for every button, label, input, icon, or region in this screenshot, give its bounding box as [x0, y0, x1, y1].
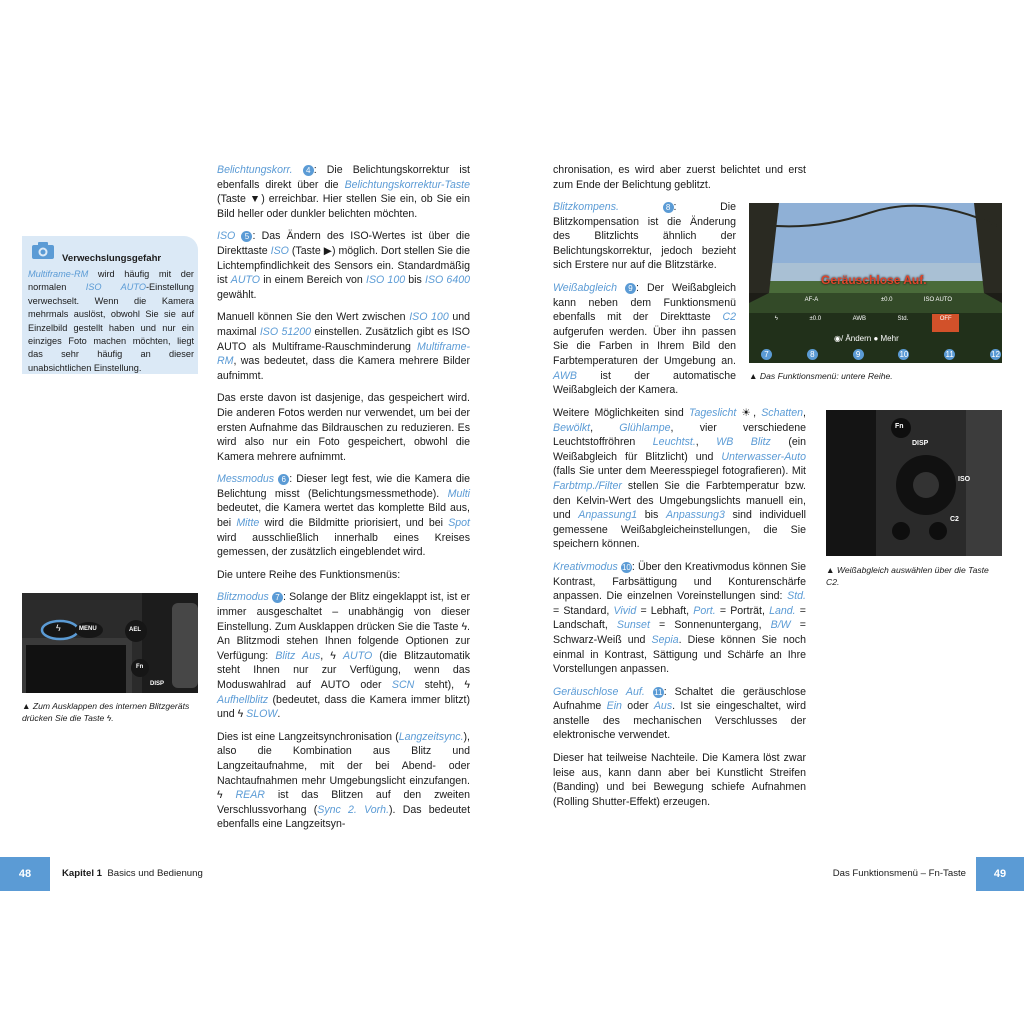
left-column: [217, 163, 470, 840]
caption-camera-back: ▲ Weißabgleich auswählen über die Taste C2.: [826, 565, 989, 587]
paragraph: Blitzkompens. 8 : Die Blitzkompensation ist die Änderung des Blitzlichts ähnlich der Belichtungskorrektur, jedoch bezieht sich Erstere nur auf die Blitzstärke.: [553, 201, 736, 272]
camera-back-c2: C2: [950, 516, 959, 523]
paragraph: Die untere Reihe des Funktionsmenüs:: [217, 568, 401, 581]
page-number-right: 49: [976, 857, 1024, 891]
info-box-title: Verwechslungsgefahr: [62, 253, 162, 264]
camera-label-ael: AEL: [129, 627, 141, 633]
camera-icon: [30, 240, 56, 260]
paragraph: Messmodus 6 : Dieser legt fest, wie die Kamera die Belichtung misst (Belichtungsmessmethode). Multi bedeutet, die Kamera wertet das komplette Bild aus, bei Mitte wird die Bildmitte priorisiert, und bei Spot wird ausschließlich innerhalb eines Kreises gemessen, der zusätzlich eingeblendet wird.: [217, 473, 470, 559]
callout-12: 12: [991, 350, 1000, 359]
paragraph: chronisation, es wird aber zuerst belichtet und erst zum Ende der Belichtung geblitzt.: [553, 164, 806, 191]
paragraph: Dieser hat teilweise Nachteile. Die Kamera löst zwar leise aus, kann dann aber bei Kunstlicht Streifen (Banding) und bei Bewegung schiefe Aufnahmen (Rolling Shutter-Effekt) erzeugen.: [553, 752, 806, 808]
paragraph: Blitzmodus 7 : Solange der Blitz eingeklappt ist, ist er immer ausgeschaltet – unabhängig von dieser Einstellung. Zum Ausklappen drücken Sie die Taste ϟ. An Blitzmodi stehen Ihnen folgende Optionen zur Verfügung: Blitz Aus, ϟ AUTO (die Blitzautomatik steht Ihnen nur zur Verfügung, wenn das Moduswahlrad auf AUTO oder SCN steht), ϟ Aufhellblitz (bedeutet, dass die Kamera immer blitzt) und ϟ SLOW.: [217, 591, 470, 721]
screen-row1: AF-A ±0.0 ISO AUTO: [804, 297, 953, 303]
paragraph: ISO 5 : Das Ändern des ISO-Wertes ist über die Direkttaste ISO (Taste ▶) möglich. Dort stellen Sie die Lichtempfindlichkeit des Sensors ein. Standardmäßig ist AUTO in einem Bereich von ISO 100 bis ISO 6400 gewählt.: [217, 230, 470, 301]
right-column-narrow: [553, 200, 736, 406]
right-column: [553, 163, 806, 200]
callout-7: 7: [761, 349, 772, 360]
paragraph: Manuell können Sie den Wert zwischen ISO 100 und maximal ISO 51200 einstellen. Zusätzlich gibt es ISO AUTO als Multiframe-Rauschminderung Multiframe-RM, was bedeutet, dass die Kamera mehrere Bilder aufnimmt.: [217, 311, 470, 382]
footer-left: Kapitel 1 Basics und Bedienung: [62, 868, 203, 879]
camera-label-disp: DISP: [150, 681, 165, 687]
right-column-mid: [553, 406, 806, 817]
caption-flash: ▲ Zum Ausklappen des internen Blitzgeräts drücken Sie die Taste ϟ.: [22, 701, 190, 723]
callout-9: 9: [853, 349, 864, 360]
camera-back-disp: DISP: [912, 440, 929, 447]
camera-label-fn: Fn: [136, 664, 144, 670]
screen-callouts: [761, 349, 1001, 360]
screen-bottom-bar: ◉/ Ändern ● Mehr: [834, 334, 899, 343]
paragraph: Geräuschlose Auf. 11: Schaltet die geräuschlose Aufnahme Ein oder Aus. Ist sie eingeschaltet, wird anstelle des mechanischen Verschlusses der elektronische verwendet.: [553, 685, 806, 742]
paragraph: Weitere Möglichkeiten sind Tageslicht ☀, Schatten, Bewölkt, Glühlampe, vier verschiedene Leuchtstoffröhren Leuchtst., WB Blitz (ein Weißabgleich für Blitzlicht) und Unterwasser-Auto (falls Sie unter dem Meeresspiegel fotografieren). Mit Farbtmp./Filter stellen Sie die Farbtemperatur bzw. den Kelvin-Wert des Umgebungslichts manuell ein, und Anpassung1 bis Anpassung3 sind individuell gemessene Weißabgleicheinstellungen, die Sie speichern können.: [553, 407, 807, 551]
callout-11: 11: [945, 350, 954, 359]
camera-label-menu: MENU: [79, 626, 97, 632]
caption-function-menu: ▲ Das Funktionsmenü: untere Reihe.: [749, 371, 893, 381]
screen-banner: Geräuschlose Auf.: [821, 273, 927, 287]
camera-flash-photo: [22, 593, 198, 693]
camera-back-image: [826, 410, 1002, 556]
callout-8: 8: [807, 349, 818, 360]
paragraph: Belichtungskorr. 4 : Die Belichtungskorrektur ist ebenfalls direkt über die Belichtungskorrektur-Taste (Taste ▼) erreichbar. Hier stellen Sie ein, ob Sie ein Bild heller oder dunkler belichten möchten.: [217, 164, 470, 220]
paragraph: Das erste davon ist dasjenige, das gespeichert wird. Die anderen Fotos werden nur verwendet, um bei der ersten Aufnahme das Bildrauschen zu reduzieren. Es wird also nur ein Foto gespeichert, obwohl die Kamera mehrere aufnimmt.: [217, 392, 470, 463]
camera-back-iso: ISO: [958, 476, 971, 483]
function-menu-screen: [749, 203, 1002, 363]
paragraph: Weißabgleich 9 : Der Weißabgleich kann neben dem Funktionsmenü ebenfalls mit der Direkttaste C2 aufgerufen werden. Über ihn passen Sie die Farben in Ihrem Bild den Farbtemperaturen der Umgebung an. AWB ist der automatische Weißabgleich der Kamera.: [553, 281, 736, 397]
footer-right: Das Funktionsmenü – Fn-Taste: [832, 868, 966, 879]
camera-body-image: [22, 593, 198, 693]
info-box: [22, 236, 198, 374]
info-box-text: Multiframe-RM wird häufig mit der normalen ISO AUTO-Einstellung verwechselt. Wenn die Kamera mehrmals auslöst, obwohl Sie sie auf Einzelbild gestellt haben und nur ein einziges Foto machen möchten, liegt das sehr häufig an dieser unabsichtlichen Einstellung.: [28, 269, 194, 373]
paragraph: Dies ist eine Langzeitsynchronisation (Langzeitsync.), also die Kombination aus Blitz und Langzeitaufnahme, mit der bei Abend- oder Nachtaufnahmen mehr Umgebungslicht einzufangen. ϟ REAR ist das Blitzen auf den zweiten Verschlussvorhang (Sync 2. Vorh.). Das bedeutet ebenfalls eine Langzeitsyn-: [217, 730, 471, 831]
screen-row2: ϟ ±0.0 AWB Std. OFF: [774, 316, 952, 322]
camera-back-photo: [826, 410, 1002, 556]
callout-10: 10: [899, 350, 909, 359]
flash-icon: ϟ: [56, 623, 61, 633]
page-number-left: 48: [0, 857, 50, 891]
paragraph: Kreativmodus 10: Über den Kreativmodus können Sie Kontrast, Farbsättigung und Konturenschärfe anpassen. Die einzelnen Voreinstellungen sind: Std. = Standard, Vivid = Lebhaft, Port. = Porträt, Land. = Landschaft, Sunset = Sonnenuntergang, B/W = Schwarz-Weiß und Sepia. Diese können Sie noch einmal in Kontrast, Sättigung und Schärfe an Ihre Vorstellungen anpassen.: [553, 560, 806, 676]
camera-back-fn: Fn: [895, 423, 904, 430]
